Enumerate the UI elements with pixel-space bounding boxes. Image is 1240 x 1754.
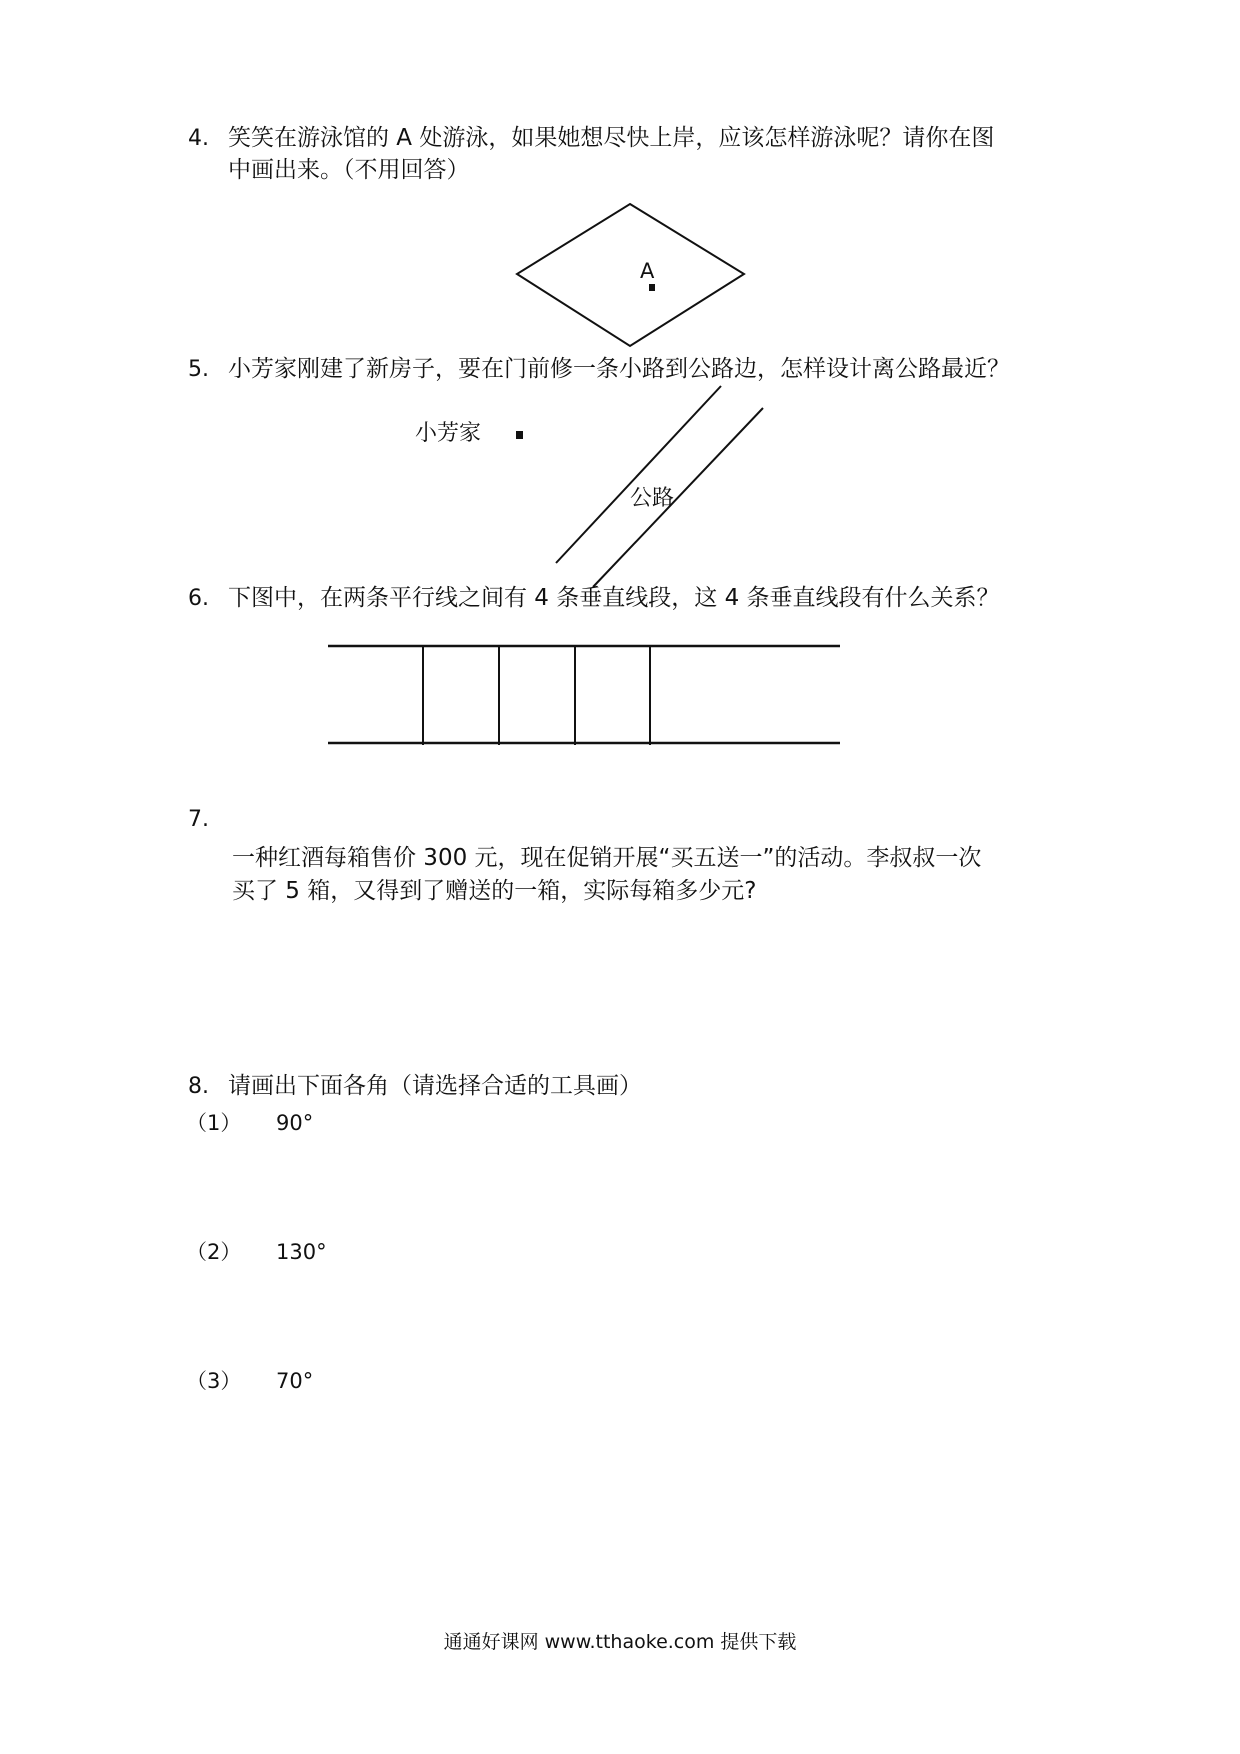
q7-text-line2: 买了 5 箱，又得到了赠送的一箱，实际每箱多少元? [232, 878, 757, 904]
house-marker [516, 431, 523, 439]
q4-text-line2: 中画出来。（不用回答） [228, 157, 470, 183]
road-line-left [556, 386, 721, 563]
angle-item-1-label: （1） [186, 1111, 242, 1135]
q6-number: 6. [188, 586, 209, 611]
pool-rhombus [517, 204, 744, 346]
q4-text-line1: 笑笑在游泳馆的 A 处游泳，如果她想尽快上岸，应该怎样游泳呢？请你在图 [228, 125, 995, 151]
angle-item-2-label: （2） [186, 1240, 242, 1264]
q4-number: 4. [188, 126, 209, 151]
q8-text: 请画出下面各角（请选择合适的工具画） [228, 1073, 642, 1099]
road-label: 公路 [630, 486, 675, 511]
angle-item-3-value: 70° [276, 1369, 314, 1393]
point-a-label: A [640, 259, 655, 283]
page-footer: 通通好课网 www.tthaoke.com 提供下载 [443, 1631, 797, 1653]
q5-text: 小芳家刚建了新房子，要在门前修一条小路到公路边，怎样设计离公路最近？ [228, 356, 1010, 382]
angle-item-3-label: （3） [186, 1369, 242, 1393]
q8-number: 8. [188, 1074, 209, 1099]
house-label: 小芳家 [415, 421, 482, 446]
q6-text: 下图中，在两条平行线之间有 4 条垂直线段，这 4 条垂直线段有什么关系？ [228, 585, 1000, 611]
q7-text-line1: 一种红酒每箱售价 300 元，现在促销开展“买五送一”的活动。李叔叔一次 [232, 845, 982, 871]
road-line-right [593, 408, 763, 587]
angle-item-1-value: 90° [276, 1111, 314, 1135]
q5-number: 5. [188, 357, 209, 382]
q7-number: 7. [188, 807, 209, 832]
angle-item-2-value: 130° [276, 1240, 327, 1264]
